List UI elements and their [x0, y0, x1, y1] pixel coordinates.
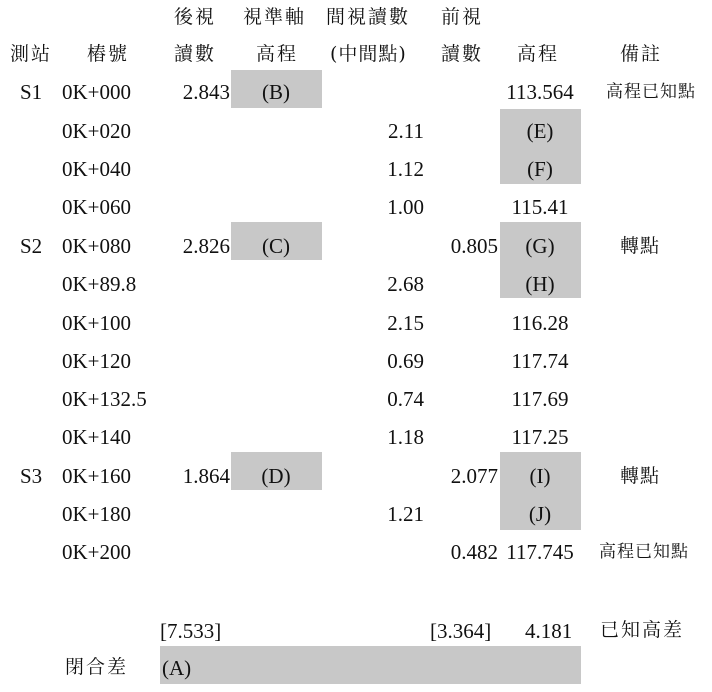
header-station: 測站	[10, 43, 53, 65]
remark-cell: 轉點	[620, 465, 661, 487]
chainage-cell: 0K+132.5	[62, 387, 147, 411]
backsight-cell: 1.864	[182, 464, 230, 488]
intermediate-cell: 2.68	[387, 272, 424, 296]
header-remark: 備註	[620, 43, 663, 65]
intermediate-cell: 0.74	[387, 387, 424, 411]
chainage-cell: 0K+080	[62, 234, 132, 258]
elevation-cell: 113.564	[506, 80, 574, 104]
header-foresight-bottom: 讀數	[441, 43, 484, 65]
chainage-cell: 0K+040	[62, 157, 132, 181]
intermediate-cell: 1.00	[387, 195, 424, 219]
chainage-cell: 0K+000	[62, 80, 132, 104]
chainage-cell: 0K+160	[62, 464, 132, 488]
elevation-cell: 116.28	[511, 311, 569, 335]
elevation-cell: (E)	[526, 119, 554, 143]
intermediate-cell: 1.21	[387, 502, 424, 526]
intermediate-cell: 2.15	[387, 311, 424, 335]
hi-cell: (D)	[261, 464, 291, 488]
remark-cell: 高程已知點	[599, 542, 689, 562]
known-diff-value: 4.181	[525, 619, 573, 643]
chainage-cell: 0K+100	[62, 311, 132, 335]
closure-label: 閉合差	[65, 656, 129, 678]
chainage-cell: 0K+140	[62, 425, 132, 449]
header-elev: 高程	[517, 43, 560, 65]
remark-cell: 轉點	[620, 235, 661, 257]
elevation-cell: (J)	[528, 502, 552, 526]
chainage-cell: 0K+120	[62, 349, 132, 373]
elevation-cell: 117.69	[511, 387, 569, 411]
intermediate-cell: 0.69	[387, 349, 424, 373]
hi-cell: (B)	[262, 80, 290, 104]
station-cell: S3	[20, 464, 43, 488]
backsight-sum: [7.533]	[160, 619, 222, 643]
chainage-cell: 0K+200	[62, 540, 132, 564]
backsight-cell: 2.826	[182, 234, 230, 258]
foresight-sum: [3.364]	[430, 619, 492, 643]
elevation-cell: (I)	[529, 464, 551, 488]
elevation-cell: 117.74	[511, 349, 569, 373]
header-hi-bottom: 高程	[256, 43, 299, 65]
blank-closure	[160, 646, 581, 684]
elevation-cell: (H)	[525, 272, 555, 296]
elevation-cell: 117.25	[511, 425, 569, 449]
header-backsight-bottom: 讀數	[174, 43, 217, 65]
header-backsight-top: 後視	[174, 6, 217, 28]
chainage-cell: 0K+180	[62, 502, 132, 526]
chainage-cell: 0K+89.8	[62, 272, 137, 296]
header-hi-top: 視準軸	[243, 6, 307, 28]
remark-cell: 高程已知點	[606, 82, 696, 102]
intermediate-cell: 1.12	[387, 157, 424, 181]
elevation-cell: (F)	[527, 157, 553, 181]
known-diff-label: 已知高差	[600, 619, 685, 641]
elevation-cell: 117.745	[506, 540, 574, 564]
hi-cell: (C)	[262, 234, 290, 258]
elevation-cell: 115.41	[511, 195, 569, 219]
header-inter-top: 間視讀數	[326, 6, 411, 28]
foresight-cell: 0.482	[450, 540, 498, 564]
chainage-cell: 0K+060	[62, 195, 132, 219]
backsight-cell: 2.843	[182, 80, 230, 104]
header-inter-bottom: (中間點)	[330, 43, 407, 65]
header-foresight-top: 前視	[441, 6, 484, 28]
foresight-cell: 2.077	[450, 464, 498, 488]
intermediate-cell: 2.11	[388, 119, 424, 143]
intermediate-cell: 1.18	[387, 425, 424, 449]
station-cell: S1	[20, 80, 43, 104]
header-chainage: 樁號	[87, 43, 130, 65]
chainage-cell: 0K+020	[62, 119, 132, 143]
closure-value: (A)	[162, 656, 192, 680]
elevation-cell: (G)	[525, 234, 555, 258]
station-cell: S2	[20, 234, 43, 258]
foresight-cell: 0.805	[450, 234, 498, 258]
